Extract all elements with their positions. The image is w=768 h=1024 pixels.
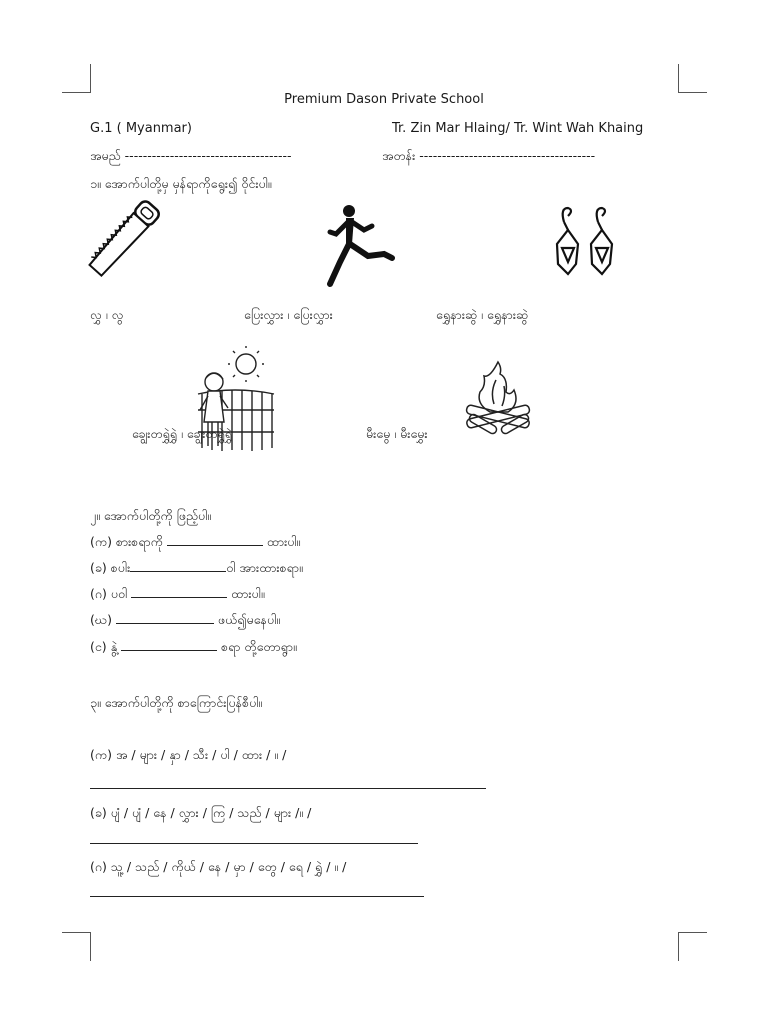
fill-item-1-after: ထားပါ။: [266, 534, 301, 549]
answer-line-2[interactable]: [90, 843, 418, 844]
school-name: Premium Dason Private School: [284, 92, 484, 107]
fill-blank-3[interactable]: [131, 585, 227, 598]
reorder-item-2: (ခ) ပျံ / ပျံ / နေ / လွှား / ကြ / သည် / များ /။ /: [90, 805, 312, 820]
option-text-running: ပြေးလွှား ၊ ပြေးလွှား: [244, 307, 333, 322]
option-text-earrings: ရွှေနားဆွဲ ၊ ရွှေနားဆွဲ: [436, 307, 529, 322]
fill-blank-1[interactable]: [167, 533, 263, 546]
grade-label: G.1 ( Myanmar): [90, 121, 192, 136]
fill-item-2: [90, 559, 303, 579]
running-man-icon: [326, 204, 396, 288]
campfire-icon: [460, 356, 536, 438]
fill-item-3-after: ထားပါ။: [231, 586, 265, 601]
answer-line-1[interactable]: [90, 788, 486, 789]
option-text-fire: မီးမွေ ၊ မီးမွှေး: [366, 426, 428, 441]
crop-mark-top-left: [62, 64, 91, 93]
fill-item-3: [90, 585, 265, 605]
option-text-sweat: ချွေးတရွှဲရွှဲ ၊ ချွေးတရွှဲရွှဲ: [132, 426, 232, 441]
reorder-item-1: (က) အ / များ / နှာ / သီး / ပါ / ထား / ။ /: [90, 747, 287, 762]
fill-item-2-before: (ခ) စပါး: [90, 560, 131, 575]
fill-item-4-before: (ဃ): [90, 612, 112, 627]
reorder-item-3: (ဂ) သူ့ / သည် / ကိုယ် / နေ / မှာ / တွေ / ရေ / ရွှဲ / ။ /: [90, 859, 347, 874]
section2-title: ၂။ အောက်ပါတို့ကို ဖြည့်ပါ။: [90, 508, 212, 523]
crop-mark-bottom-left: [62, 932, 91, 961]
fill-item-1: [90, 533, 300, 553]
crop-mark-bottom-right: [678, 932, 707, 961]
fill-item-5-before: (င) နွဲ့: [90, 639, 118, 654]
fill-item-4-after: ဖယ်၍မနေပါ။: [217, 612, 281, 627]
saw-icon: [88, 198, 162, 280]
fill-blank-4[interactable]: [116, 611, 214, 624]
fill-item-4: [90, 611, 280, 631]
class-field-label: အတန်း ---------------------------------------: [382, 148, 596, 163]
fill-item-5-after: စရာ တို့တောရွာ။: [221, 639, 297, 654]
fill-item-2-after: ဝါ အားထားစရာ။: [226, 560, 303, 575]
earrings-icon: [552, 204, 620, 280]
section3-title: ၃။ အောက်ပါတို့ကို စာကြောင်းပြန်စီပါ။: [90, 695, 263, 710]
fill-item-1-before: (က) စားစရာကို: [90, 534, 163, 549]
section1-title: ၁။ အောက်ပါတို့မှ မှန်ရာကိုရွေး၍ ဝိုင်းပါ။: [90, 176, 272, 191]
fill-item-3-before: (ဂ) ပဝါ: [90, 586, 128, 601]
fill-blank-5[interactable]: [121, 638, 217, 651]
teachers-label: Tr. Zin Mar Hlaing/ Tr. Wint Wah Khaing: [392, 121, 644, 136]
fill-item-5: [90, 638, 297, 658]
fill-blank-2[interactable]: [130, 559, 226, 572]
crop-mark-top-right: [678, 64, 707, 93]
answer-line-3[interactable]: [90, 896, 424, 897]
option-text-saw: လွှ ၊ လွ: [90, 307, 124, 322]
name-field-label: အမည် -------------------------------------: [90, 148, 292, 163]
